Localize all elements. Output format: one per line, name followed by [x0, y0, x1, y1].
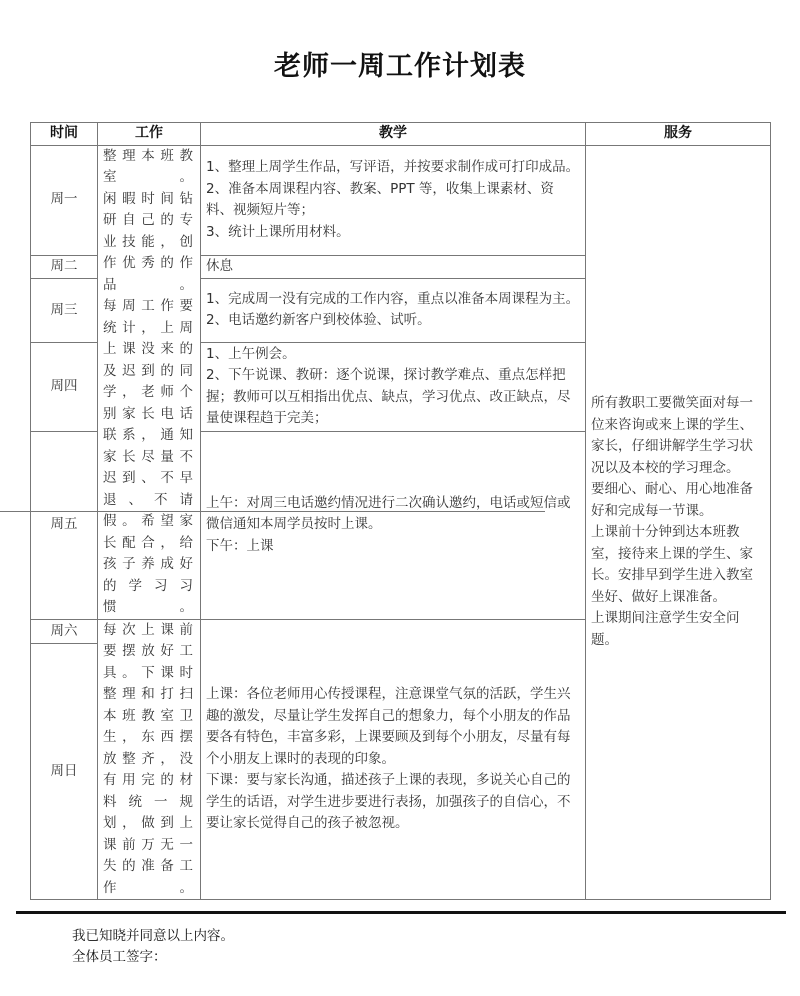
work-item: 每次上课前要摆放好工具。下课时整理和打扫本班教室卫生，东西摆放整齐，没有用完的材料统一规划，做到上课前万无一失的准备工作。 — [103, 621, 195, 896]
teaching-item: 下课：要与家长沟通，描述孩子上课的表现，多说关心自己的学生的话语，对学生进步要进行表扬，加强孩子的自信心，不要让家长觉得自己的孩子被忽视。 — [206, 772, 571, 831]
agreement-text: 我已知晓并同意以上内容。 — [72, 928, 234, 944]
service-item: 上课前十分钟到达本班教室，接待来上课的学生、家长。安排早到学生进入教室坐好、做好上课准备。 — [591, 524, 753, 605]
scan-artifact-line — [0, 511, 545, 512]
page-title: 老师一周工作计划表 — [274, 51, 526, 82]
work-item: 每周工作要统计，上周上课没来的及迟到的同学，老师个别家长电话联系，通知家长尽量不迟到、不早退、不请假。希望家长配合，给孩子养成好的学习习惯。 — [103, 298, 195, 615]
service-item: 要细心、耐心、用心地准备好和完成每一节课。 — [591, 481, 753, 519]
teaching-item: 2、下午说课、教研：逐个说课，探讨教学难点、重点怎样把握；教师可以互相指出优点、缺点，学习优点、改正缺点，尽量使课程趋于完美； — [206, 367, 571, 427]
teaching-thursday — [201, 342, 586, 431]
day-saturday: 周六 — [31, 619, 98, 644]
day-tuesday: 周二 — [31, 255, 98, 278]
teaching-item: 3、统计上课所用材料。 — [206, 223, 350, 240]
teaching-monday — [201, 145, 586, 255]
footer — [72, 926, 234, 968]
work-weekday-cell — [98, 145, 201, 619]
teaching-item: 2、电话邀约新客户到校体验、试听。 — [206, 312, 431, 329]
teaching-item: 上午：对周三电话邀约情况进行二次确认邀约，电话或短信或微信通知本周学员按时上课。 — [206, 494, 571, 533]
header-row — [31, 123, 771, 146]
teaching-item: 1、整理上周学生作品，写评语，并按要求制作成可打印成品。 — [206, 159, 580, 176]
header-service: 服务 — [586, 123, 771, 146]
teaching-tuesday — [201, 255, 586, 278]
teaching-wednesday — [201, 278, 586, 342]
header-time: 时间 — [31, 123, 98, 146]
header-teaching: 教学 — [201, 123, 586, 146]
work-item: 整理本班教室。 — [103, 147, 195, 185]
teaching-item: 1、上午例会。 — [206, 345, 296, 362]
teaching-friday — [201, 431, 586, 619]
teaching-item: 2、准备本周课程内容、教案、PPT 等，收集上课素材、资料、视频短片等； — [206, 180, 554, 219]
work-weekend-cell — [98, 619, 201, 900]
day-thursday: 周四 — [31, 342, 98, 431]
teaching-item: 1、完成周一没有完成的工作内容，重点以准备本周课程为主。 — [206, 290, 580, 307]
service-cell — [586, 145, 771, 900]
service-item: 上课期间注意学生安全问题。 — [591, 610, 740, 648]
day-sunday: 周日 — [31, 644, 98, 900]
header-work: 工作 — [98, 123, 201, 146]
teaching-item: 休息 — [206, 257, 233, 274]
divider-rule — [16, 911, 786, 914]
teaching-weekend — [201, 619, 586, 900]
day-monday: 周一 — [31, 145, 98, 255]
teaching-item: 下午：上课 — [206, 537, 274, 554]
work-item: 闲暇时间钻研自己的专业技能，创作优秀的作品。 — [103, 190, 195, 293]
service-item: 所有教职工要微笑面对每一位来咨询或来上课的学生、家长，仔细讲解学生学习状况以及本校的学习理念。 — [591, 395, 753, 476]
signature-label: 全体员工签字： — [72, 949, 167, 965]
row-monday — [31, 145, 771, 255]
teaching-item: 上课：各位老师用心传授课程，注意课堂气氛的活跃，学生兴趣的激发，尽量让学生发挥自己的想象力，每个小朋友的作品要各有特色，丰富多彩，上课要顾及到每个小朋友，尽量有每个小朋友上课时的表现的印象。 — [206, 686, 571, 767]
day-friday: 周五 — [31, 431, 98, 619]
day-wednesday: 周三 — [31, 278, 98, 342]
